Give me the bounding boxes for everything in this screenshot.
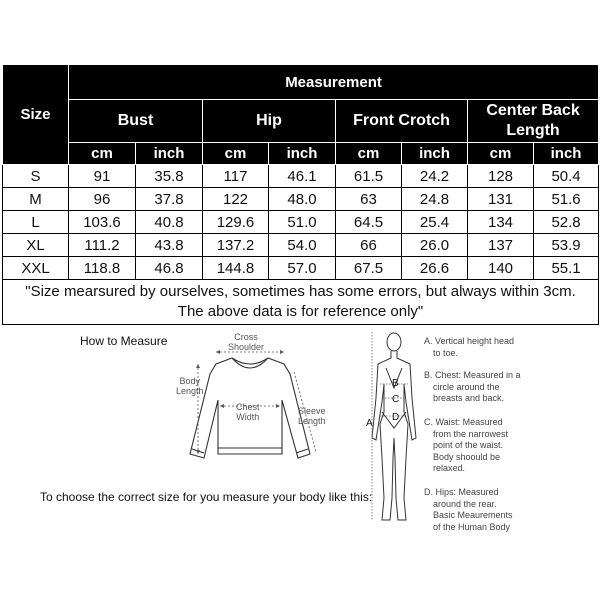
note-line-2: The above data is for reference only" (177, 303, 424, 320)
table-cell: 134 (468, 211, 534, 234)
unit-header: inch (534, 143, 599, 165)
table-cell: 64.5 (336, 211, 402, 234)
table-cell: 63 (336, 188, 402, 211)
table-cell: 103.6 (69, 211, 136, 234)
note-line-1: "Size mearsured by ourselves, sometimes has some errors, but always within 3cm. (25, 283, 576, 300)
size-cell: M (3, 188, 69, 211)
table-cell: 117 (203, 165, 269, 188)
body-letter-d: D (392, 412, 400, 423)
measure-instruction: To choose the correct size for you measure your body like this: (40, 490, 373, 504)
table-cell: 51.6 (534, 188, 599, 211)
table-cell: 46.1 (269, 165, 336, 188)
center-back-length-header: Center Back Length (468, 100, 599, 143)
sleeve-length-label: Sleeve Length (298, 406, 326, 426)
table-row (3, 257, 599, 280)
table-cell: 35.8 (136, 165, 203, 188)
table-note (3, 280, 599, 325)
table-cell: 24.2 (402, 165, 468, 188)
table-cell: 55.1 (534, 257, 599, 280)
table-cell: 137 (468, 234, 534, 257)
cross-shoulder-label: Cross Shoulder (228, 332, 265, 352)
front-crotch-header: Front Crotch (336, 100, 468, 143)
table-row (3, 165, 599, 188)
table-cell: 51.0 (269, 211, 336, 234)
body-length-label: Body Length (176, 376, 204, 396)
table-cell: 53.9 (534, 234, 599, 257)
table-note-row (3, 280, 599, 325)
table-cell: 131 (468, 188, 534, 211)
how-to-measure-title: How to Measure (80, 334, 168, 348)
measurement-header: Measurement (69, 65, 599, 100)
unit-header: cm (468, 143, 534, 165)
table-cell: 26.0 (402, 234, 468, 257)
legend-d: D. Hips: Measured around the rear. Basic Meaurements of the Human Body (424, 487, 513, 532)
chest-width-label: Chest Width (236, 402, 260, 422)
table-cell: 24.8 (402, 188, 468, 211)
body-letter-b: B (392, 378, 399, 389)
table-row (3, 188, 599, 211)
table-cell: 67.5 (336, 257, 402, 280)
table-cell: 40.8 (136, 211, 203, 234)
table-cell: 91 (69, 165, 136, 188)
legend-c: C. Waist: Measured from the narrowest point of the waist. Body shoould be relaxed. (424, 417, 509, 473)
table-cell: 46.8 (136, 257, 203, 280)
table-cell: 122 (203, 188, 269, 211)
hip-header: Hip (203, 100, 336, 143)
table-row (3, 234, 599, 257)
body-letter-a: A (366, 418, 373, 429)
table-cell: 48.0 (269, 188, 336, 211)
table-cell: 54.0 (269, 234, 336, 257)
table-cell: 26.6 (402, 257, 468, 280)
size-cell: L (3, 211, 69, 234)
size-chart-table (2, 64, 599, 325)
legend-b: B. Chest: Measured in a circle around the breasts and back. (424, 370, 521, 403)
unit-header: inch (269, 143, 336, 165)
unit-header: cm (336, 143, 402, 165)
table-cell: 137.2 (203, 234, 269, 257)
table-cell: 66 (336, 234, 402, 257)
size-cell: XXL (3, 257, 69, 280)
table-cell: 128 (468, 165, 534, 188)
table-row (3, 211, 599, 234)
table-cell: 61.5 (336, 165, 402, 188)
table-cell: 118.8 (69, 257, 136, 280)
size-cell: XL (3, 234, 69, 257)
table-cell: 111.2 (69, 234, 136, 257)
unit-header: inch (136, 143, 203, 165)
table-cell: 50.4 (534, 165, 599, 188)
table-cell: 25.4 (402, 211, 468, 234)
table-cell: 37.8 (136, 188, 203, 211)
table-cell: 57.0 (269, 257, 336, 280)
bust-header: Bust (69, 100, 203, 143)
body-letter-c: C (392, 394, 400, 405)
legend-a: A. Vertical height head to toe. (424, 336, 515, 358)
unit-header: inch (402, 143, 468, 165)
unit-header: cm (203, 143, 269, 165)
table-cell: 140 (468, 257, 534, 280)
unit-header: cm (69, 143, 136, 165)
table-cell: 43.8 (136, 234, 203, 257)
table-cell: 52.8 (534, 211, 599, 234)
size-header: Size (3, 65, 69, 165)
table-cell: 144.8 (203, 257, 269, 280)
table-cell: 129.6 (203, 211, 269, 234)
table-cell: 96 (69, 188, 136, 211)
size-cell: S (3, 165, 69, 188)
